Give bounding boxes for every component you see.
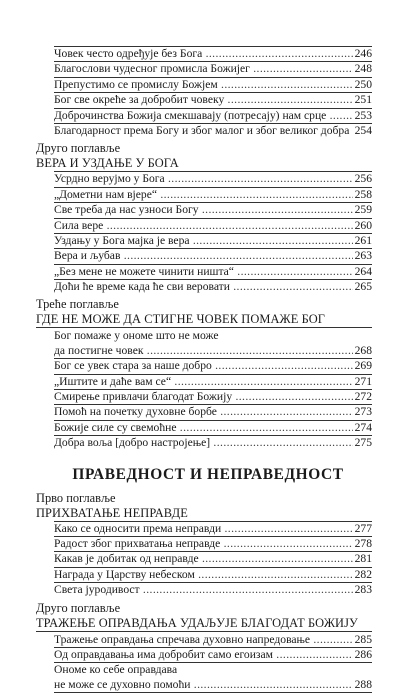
toc-entry[interactable]: Радост због прихватања неправде ..... 278 bbox=[54, 537, 372, 551]
page-number: 268 bbox=[354, 343, 372, 357]
toc-entry[interactable]: „Иштите и даће вам се“ ..... 271 bbox=[54, 375, 372, 389]
toc-entry[interactable]: Вера и љубав ..... 263 bbox=[54, 249, 372, 263]
page-number: 250 bbox=[354, 77, 372, 91]
page-number: 259 bbox=[354, 203, 372, 217]
page-number: 264 bbox=[354, 264, 372, 278]
toc-entry[interactable]: Света јуродивост ..... 283 bbox=[54, 583, 372, 597]
page-number: 286 bbox=[354, 647, 372, 661]
toc-entry[interactable]: Човек често одређује без Бога ..... 246 bbox=[54, 47, 372, 61]
page-number: 273 bbox=[354, 405, 372, 419]
chapter-title[interactable]: ГДЕ НЕ МОЖЕ ДА СТИГНЕ ЧОВЕК ПОМАЖЕ БОГ bbox=[36, 312, 372, 328]
toc-entry[interactable]: Бог помаже у ономе што не може bbox=[54, 329, 219, 343]
page-number: 278 bbox=[354, 536, 372, 550]
chapter-label: Прво поглавље bbox=[36, 490, 116, 505]
page-number: 282 bbox=[354, 567, 372, 581]
page-number: 258 bbox=[354, 187, 372, 201]
page-number: 246 bbox=[354, 47, 372, 60]
toc-entry[interactable]: Препустимо се промислу Божјем ..... 250 bbox=[54, 78, 372, 92]
toc-entry[interactable]: Награда у Царству небеском ..... 282 bbox=[54, 568, 372, 582]
page-number: 288 bbox=[354, 677, 372, 691]
page-number: 254 bbox=[354, 123, 372, 137]
page-number: 271 bbox=[354, 374, 372, 388]
toc-entry[interactable]: Ономе ко себе оправдава bbox=[54, 663, 178, 677]
page-number: 265 bbox=[354, 280, 372, 294]
toc-entry[interactable]: „Дометни нам вјере“ ..... 258 bbox=[54, 188, 372, 202]
page-number: 283 bbox=[354, 583, 372, 597]
toc-entry[interactable]: „Без мене не можете чинити ништа“ ..... 264 bbox=[54, 265, 372, 279]
toc-entry[interactable]: Доброчинства Божија смекшавају (потресају) нам срце ..... 253 bbox=[54, 109, 372, 123]
toc-entry[interactable]: Бог се увек стара за наше добро ..... 269 bbox=[54, 359, 372, 373]
toc-entry[interactable]: не може се духовно помоћи ..... 288 bbox=[54, 678, 372, 692]
chapter-label: Друго поглавље bbox=[36, 600, 121, 615]
toc-entry[interactable]: Смирење привлачи благодат Божију ..... 272 bbox=[54, 390, 372, 404]
part-title[interactable]: ПРАВЕДНОСТ И НЕПРАВЕДНОСТ bbox=[72, 465, 344, 483]
toc-entry[interactable]: Како се односити према неправди ..... 277 bbox=[54, 522, 372, 536]
page-number: 275 bbox=[354, 436, 372, 450]
page-number: 248 bbox=[354, 62, 372, 76]
toc-entry[interactable]: Усрдно верујмо у Бога ..... 256 bbox=[54, 172, 372, 186]
toc-entry[interactable]: Благодарност према Богу и због малог и због великог добра ..... 254 bbox=[54, 124, 372, 138]
page-number: 274 bbox=[354, 420, 372, 434]
toc-entry[interactable]: Сила вере ..... 260 bbox=[54, 219, 372, 233]
toc-entry[interactable]: Све треба да нас узноси Богу ..... 259 bbox=[54, 203, 372, 217]
page-number: 260 bbox=[354, 218, 372, 232]
toc-entry[interactable]: Тражење оправдања спречава духовно напредовање ..... 285 bbox=[54, 633, 372, 647]
toc-entry[interactable]: Доћи ће време када ће сви веровати ..... 265 bbox=[54, 280, 372, 294]
chapter-label: Друго поглавље bbox=[36, 141, 121, 156]
page-number: 277 bbox=[354, 521, 372, 535]
toc-entry[interactable]: Помоћ на почетку духовне борбе ..... 273 bbox=[54, 405, 372, 419]
chapter-title[interactable]: ПРИХВАТАЊЕ НЕПРАВДЕ bbox=[36, 505, 188, 520]
toc-entry[interactable]: Уздању у Бога мајка је вера ..... 261 bbox=[54, 234, 372, 248]
toc-entry[interactable]: Добра воља [добро настројење] ..... 275 bbox=[54, 436, 372, 450]
page-number: 256 bbox=[354, 172, 372, 186]
page-number: 263 bbox=[354, 249, 372, 263]
toc-entry[interactable]: Благослови чудесног промисла Божијег ..... 248 bbox=[54, 62, 372, 76]
page-number: 285 bbox=[354, 632, 372, 646]
toc-entry[interactable]: Од оправдавања има добробит само егоизам ..... 286 bbox=[54, 648, 372, 662]
page-number: 281 bbox=[354, 552, 372, 566]
toc-entry[interactable]: Какав је добитак од неправде ..... 281 bbox=[54, 552, 372, 566]
toc-entry[interactable]: Божије силе су свемоћне ..... 274 bbox=[54, 421, 372, 435]
page-number: 269 bbox=[354, 359, 372, 373]
chapter-title[interactable]: ТРАЖЕЊЕ ОПРАВДАЊА УДАЉУЈЕ БЛАГОДАТ БОЖИЈУ bbox=[36, 616, 372, 632]
page-number: 251 bbox=[354, 93, 372, 107]
toc-entry[interactable]: Бог све окреће за добробит човеку ..... 251 bbox=[54, 93, 372, 107]
chapter-label: Треће поглавље bbox=[36, 297, 119, 312]
toc-entry[interactable]: да постигне човек ..... 268 bbox=[54, 344, 372, 358]
page-number: 253 bbox=[354, 108, 372, 122]
page-number: 261 bbox=[354, 233, 372, 247]
table-of-contents bbox=[0, 46, 416, 693]
page-number: 272 bbox=[354, 390, 372, 404]
chapter-title[interactable]: ВЕРА И УЗДАЊЕ У БОГА bbox=[36, 156, 179, 171]
